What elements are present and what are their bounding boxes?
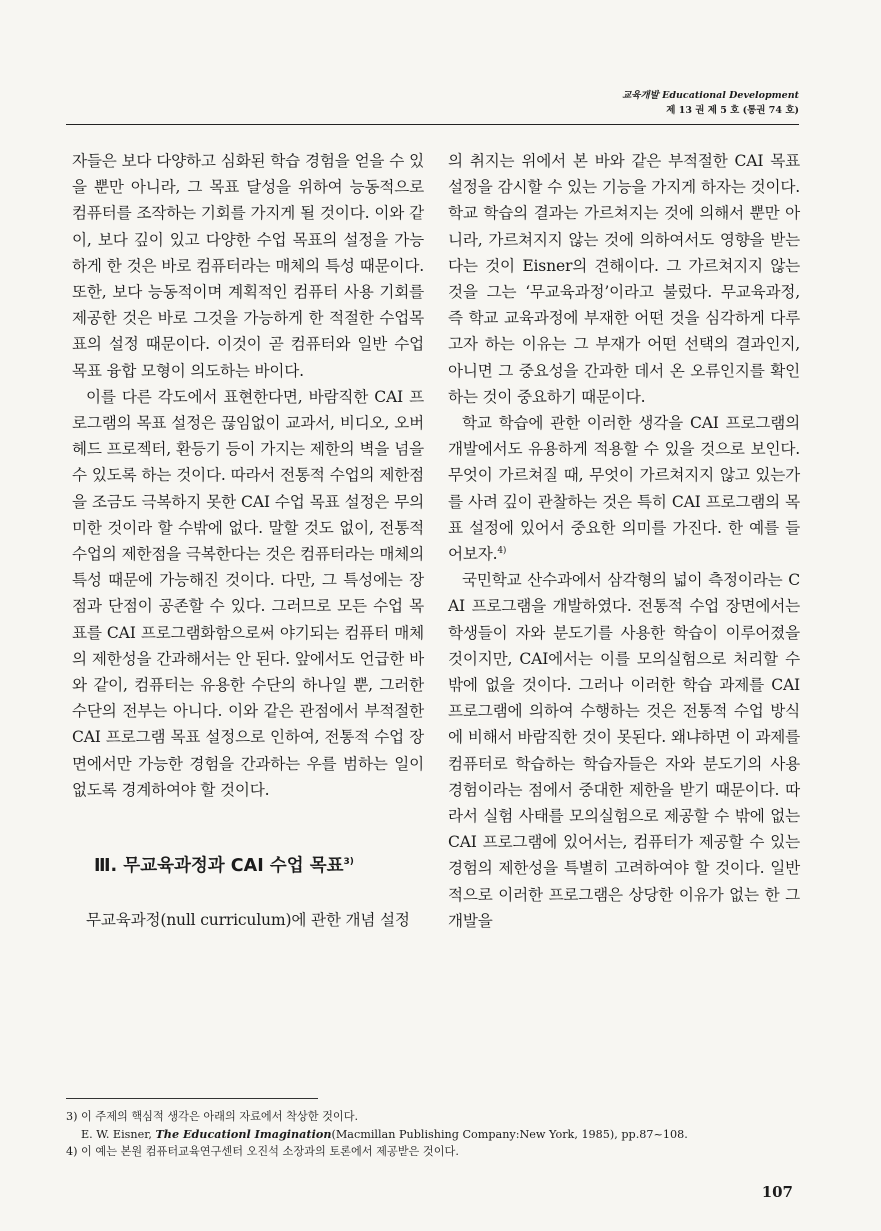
paragraph: 국민학교 산수과에서 삼각형의 넓이 측정이라는 CAI 프로그램을 개발하였다. 전통적 수업 장면에서는 학생들이 자와 분도기를 사용한 학습이 이루어졌을 것이지만, CAI에서는 이를 모의실험으로 처리할 수 밖에 없을 것이다. 그러나 이러한 학습 과제를 CAI 프로그램에 의하여 수행하는 것은 전통적 수업 방식에 비해서 바람직한 것이 못된다. 왜냐하면 이 과제를 컴퓨터로 학습하는 학습자들은 자와 분도기의 사용 경험이라는 점에서 중대한 제한을 받기 때문이다. 따라서 실험 사태를 모의실험으로 제공할 수 밖에 없는 CAI 프로그램에 있어서는, 컴퓨터가 제공할 수 있는 경험의 제한성을 특별히 고려하여야 할 것이다. 일반적으로 이러한 프로그램은 상당한 이유가 없는 한 그 개발을	[448, 571, 800, 930]
journal-title: 교육개발 Educational Development	[622, 90, 799, 101]
left-column	[72, 148, 424, 933]
paragraph-text: 학교 학습에 관한 이러한 생각을 CAI 프로그램의 개발에서도 유용하게 적용할 수 있을 것으로 보인다. 무엇이 가르쳐질 때, 무엇이 가르쳐지지 않고 있는가를 사려 깊이 관찰하는 것은 특히 CAI 프로그램의 목표 설정에 있어서 중요한 의미를 가진다. 한 예를 들어보자.	[448, 414, 800, 564]
footnote-marker: 3)	[343, 857, 354, 868]
page-number: 107	[761, 1183, 793, 1201]
paragraph: 의 취지는 위에서 본 바와 같은 부적절한 CAI 목표 설정을 감시할 수 있는 기능을 가지게 하자는 것이다. 학교 학습의 결과는 가르쳐지는 것에 의해서 뿐만 아니라, 가르쳐지지 않는 것에 의하여서도 영향을 받는다는 것이 Eisner의 견해이다. 그 가르쳐지지 않는 것을 그는 ‘무교육과정’이라고 불렀다. 무교육과정, 즉 학교 교육과정에 부재한 어떤 것을 심각하게 다루고자 하는 이유는 그 부재가 어떤 선택의 결과인지, 아니면 그 중요성을 간과한 데서 온 오류인지를 확인하는 것이 중요하기 때문이다.	[448, 152, 800, 406]
reference-author: E. W. Eisner,	[81, 1127, 156, 1141]
section-heading-text: Ⅲ. 무교육과정과 CAI 수업 목표	[94, 856, 344, 877]
reference-publisher: (Macmillan Publishing Company:New York, 1985), pp.87~108.	[331, 1127, 688, 1141]
paragraph: 이를 다른 각도에서 표현한다면, 바람직한 CAI 프로그램의 목표 설정은 끊임없이 교과서, 비디오, 오버 헤드 프로젝터, 환등기 등이 가지는 제한의 벽을 넘을 수 있도록 하는 것이다. 따라서 전통적 수업의 제한점을 조금도 극복하지 못한 CAI 수업 목표 설정은 무의미한 것이라 할 수밖에 없다. 말할 것도 없이, 전통적 수업의 제한점을 극복한다는 것은 컴퓨터라는 매체의 특성 때문에 가능해진 것이다. 다만, 그 특성에는 장점과 단점이 공존할 수 있다. 그러므로 모든 수업 목표를 CAI 프로그램화함으로써 야기되는 컴퓨터 매체의 제한성을 간과해서는 안 된다. 앞에서도 언급한 바와 같이, 컴퓨터는 유용한 수단의 하나일 뿐, 그러한 수단의 전부는 아니다. 이와 같은 관점에서 부적절한 CAI 프로그램 목표 설정으로 인하여, 전통적 수업 장면에서만 가능한 경험을 간과하는 우를 범하는 일이 없도록 경계하여야 할 것이다.	[72, 387, 424, 799]
reference-title: The Educationl Imagination	[155, 1126, 332, 1141]
running-header	[622, 88, 799, 118]
footnotes	[66, 1108, 796, 1161]
header-rule	[66, 124, 799, 125]
footnote-3: 3) 이 주제의 핵심적 생각은 아래의 자료에서 착상한 것이다.	[66, 1110, 359, 1123]
right-column	[448, 148, 800, 934]
paragraph: 무교육과정(null curriculum)에 관한 개념 설정	[86, 911, 410, 930]
footnote-3-reference	[66, 1126, 796, 1144]
footnote-4: 4) 이 예는 본원 컴퓨터교육연구센터 오진석 소장과의 토론에서 제공받은 것이다.	[66, 1145, 459, 1158]
paragraph	[448, 410, 800, 567]
paragraph: 자들은 보다 다양하고 심화된 학습 경험을 얻을 수 있을 뿐만 아니라, 그 목표 달성을 위하여 능동적으로 컴퓨터를 조작하는 기회를 가지게 될 것이다. 이와 같이, 보다 깊이 있고 다양한 수업 목표의 설정을 가능하게 한 것은 바로 컴퓨터라는 매체의 특성 때문이다. 또한, 보다 능동적이며 계획적인 컴퓨터 사용 기회를 제공한 것은 바로 그것을 가능하게 한 적절한 수업목표의 설정 때문이다. 이것이 곧 컴퓨터와 일반 수업 목표 융합 모형이 의도하는 바이다.	[72, 152, 424, 380]
footnote-marker: 4)	[497, 545, 507, 556]
issue-info: 제 13 권 제 5 호 (통권 74 호)	[666, 105, 799, 116]
footnote-rule	[66, 1098, 318, 1099]
section-heading	[94, 853, 424, 879]
